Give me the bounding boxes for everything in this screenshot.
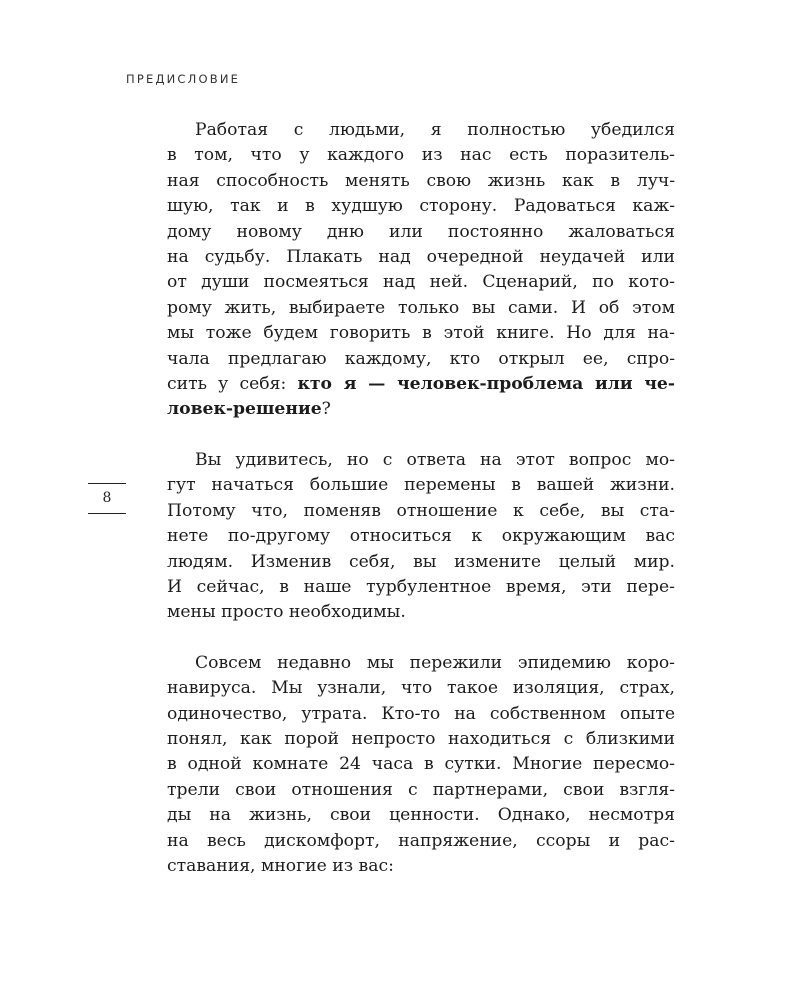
text-line: ставания, многие из вас: xyxy=(167,855,394,876)
text-line: ная способность менять свою жизнь как в луч- xyxy=(167,170,675,191)
text-line: нете по-другому относиться к окружающим вас xyxy=(167,526,675,547)
running-header: ПРЕДИСЛОВИЕ xyxy=(126,72,241,86)
paragraph-2 xyxy=(167,448,675,626)
text-line xyxy=(167,397,675,422)
text-line: шую, так и в худшую сторону. Радоваться каж- xyxy=(167,196,675,217)
bold-question: кто я — человек-проблема или че- xyxy=(297,374,675,395)
bold-question-end: ловек-решение xyxy=(167,399,322,420)
body-text xyxy=(167,118,675,879)
text-line: на весь дискомфорт, напряжение, ссоры и рас- xyxy=(167,830,675,851)
text-line: в одной комнате 24 часа в сутки. Многие пересмо- xyxy=(167,754,675,775)
text-line: мы тоже будем говорить в этой книге. Но для на- xyxy=(167,323,675,344)
text-line: дому новому дню или постоянно жаловаться xyxy=(167,221,675,242)
text-line: одиночество, утрата. Кто-то на собственном опыте xyxy=(167,703,675,724)
text-line: понял, как порой непросто находиться с близкими xyxy=(167,728,675,749)
text-line: на судьбу. Плакать над очередной неудачей или xyxy=(167,247,675,268)
text-line: гут начаться большие перемены в вашей жизни. xyxy=(167,475,675,496)
text-line: трели свои отношения с партнерами, свои взгля- xyxy=(167,779,675,800)
paragraph-3 xyxy=(167,651,675,880)
text-run: ? xyxy=(321,399,331,420)
text-line: от души посмеяться над ней. Сценарий, по кото- xyxy=(167,272,675,293)
text-line: Работая с людьми, я полностью убедился xyxy=(195,120,675,140)
text-line: Потому что, поменяв отношение к себе, вы ста- xyxy=(167,500,675,521)
paragraph-1 xyxy=(167,118,675,423)
page-number: 8 xyxy=(88,483,126,514)
text-run: сить у себя: xyxy=(167,374,298,395)
text-line: чала предлагаю каждому, кто открыл ее, спро- xyxy=(167,348,675,369)
text-line xyxy=(167,372,675,397)
text-line: ды на жизнь, свои ценности. Однако, несмотря xyxy=(167,805,675,826)
text-line: Совсем недавно мы пережили эпидемию коро- xyxy=(195,652,675,673)
text-line: И сейчас, в наше турбулентное время, эти пере- xyxy=(167,576,675,597)
text-line: людям. Изменив себя, вы измените целый мир. xyxy=(167,551,675,572)
text-line: Вы удивитесь, но с ответа на этот вопрос мо- xyxy=(195,449,675,470)
text-line: рому жить, выбираете только вы сами. И об этом xyxy=(167,297,675,318)
text-line: навируса. Мы узнали, что такое изоляция, страх, xyxy=(167,678,675,699)
text-line: мены просто необходимы. xyxy=(167,602,406,623)
text-line: в том, что у каждого из нас есть поразитель- xyxy=(167,145,675,166)
